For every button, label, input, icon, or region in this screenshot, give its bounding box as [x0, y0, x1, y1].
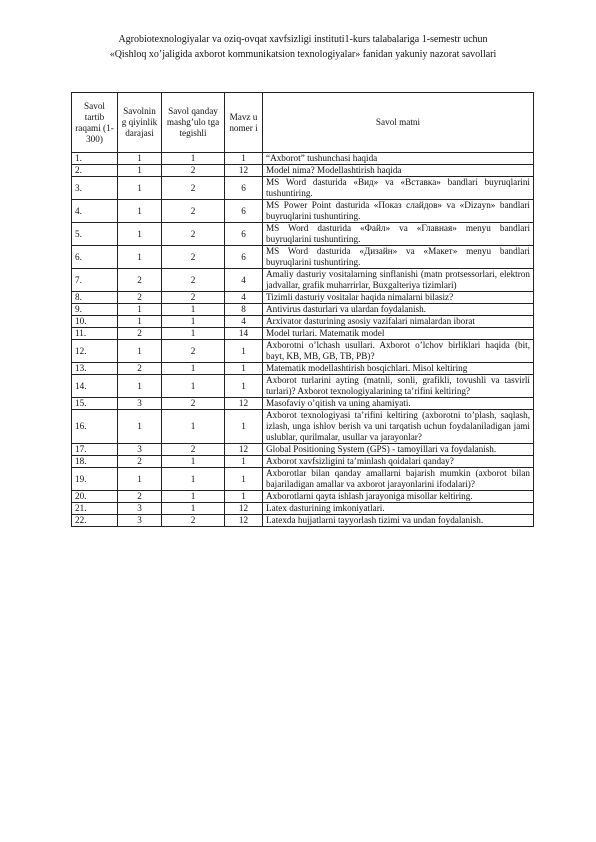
table-row — [72, 316, 534, 328]
question-text-cell: MS Power Point dasturida «Показ слайдов» va «Dizayn» bandlari buyruqlarini tushuntiring. — [263, 200, 534, 223]
topic-number-cell: 12 — [225, 444, 263, 456]
lesson-type-cell: 1 — [162, 456, 225, 468]
table-row — [72, 177, 534, 200]
question-number-cell: 5. — [72, 223, 118, 246]
topic-number-cell: 1 — [225, 468, 263, 491]
topic-number-cell: 1 — [225, 340, 263, 363]
header-question-number: Savol tartib raqami (1-300) — [72, 93, 118, 153]
lesson-type-cell: 2 — [162, 246, 225, 269]
table-row — [72, 491, 534, 503]
lesson-type-cell: 1 — [162, 375, 225, 398]
header-lesson-type: Savol qanday mashg’ulo tga tegishli — [162, 93, 225, 153]
topic-number-cell: 1 — [225, 153, 263, 165]
table-row — [72, 304, 534, 316]
topic-number-cell: 4 — [225, 292, 263, 304]
difficulty-level-cell: 1 — [118, 165, 162, 177]
topic-number-cell: 6 — [225, 200, 263, 223]
question-text-cell: Axborotlar bilan qanday amallarni bajarish mumkin (axborot bilan bajariladigan amallar va axborot jarayonlarini ifodalari)? — [263, 468, 534, 491]
question-number-cell: 15. — [72, 398, 118, 410]
topic-number-cell: 8 — [225, 304, 263, 316]
table-row — [72, 398, 534, 410]
question-number-cell: 3. — [72, 177, 118, 200]
difficulty-level-cell: 3 — [118, 444, 162, 456]
question-text-cell: Axborot turlarini ayting (matnli, sonli, grafikli, tovushli va tasvirli turlari)? Axborot texnologiyalarining ta’rifini keltiring? — [263, 375, 534, 398]
topic-number-cell: 1 — [225, 363, 263, 375]
question-text-cell: Model nima? Modellashtirish haqida — [263, 165, 534, 177]
question-number-cell: 2. — [72, 165, 118, 177]
topic-number-cell: 1 — [225, 410, 263, 444]
table-header-row — [72, 93, 534, 153]
question-number-cell: 9. — [72, 304, 118, 316]
question-text-cell: Arxivator dasturining asosiy vazifalari nimalardan iborat — [263, 316, 534, 328]
question-text-cell: Axborotni o’lchash usullari. Axborot o’lchov birliklari haqida (bit, bayt, KB, MB, GB, TB, PB)? — [263, 340, 534, 363]
lesson-type-cell: 2 — [162, 515, 225, 527]
difficulty-level-cell: 1 — [118, 375, 162, 398]
topic-number-cell: 1 — [225, 456, 263, 468]
lesson-type-cell: 1 — [162, 316, 225, 328]
lesson-type-cell: 2 — [162, 444, 225, 456]
topic-number-cell: 6 — [225, 246, 263, 269]
question-text-cell: Axborotlarni qayta ishlash jarayoniga misollar keltiring. — [263, 491, 534, 503]
question-number-cell: 1. — [72, 153, 118, 165]
difficulty-level-cell: 1 — [118, 200, 162, 223]
table-row — [72, 153, 534, 165]
topic-number-cell: 14 — [225, 328, 263, 340]
question-number-cell: 21. — [72, 503, 118, 515]
topic-number-cell: 6 — [225, 223, 263, 246]
topic-number-cell: 4 — [225, 316, 263, 328]
question-number-cell: 12. — [72, 340, 118, 363]
difficulty-level-cell: 1 — [118, 223, 162, 246]
topic-number-cell: 1 — [225, 375, 263, 398]
table-row — [72, 269, 534, 292]
topic-number-cell: 12 — [225, 515, 263, 527]
lesson-type-cell: 1 — [162, 304, 225, 316]
question-number-cell: 19. — [72, 468, 118, 491]
header-difficulty-level: Savolnin g qiyinlik darajasi — [118, 93, 162, 153]
table-row — [72, 292, 534, 304]
topic-number-cell: 12 — [225, 398, 263, 410]
question-number-cell: 18. — [72, 456, 118, 468]
lesson-type-cell: 2 — [162, 340, 225, 363]
question-number-cell: 7. — [72, 269, 118, 292]
difficulty-level-cell: 1 — [118, 177, 162, 200]
table-row — [72, 246, 534, 269]
question-text-cell: Matematik modellashtirish bosqichlari. Misol keltiring — [263, 363, 534, 375]
question-text-cell: MS Word dasturida «Файл» va «Главная» menyu bandlari buyruqlarini tushuntiring. — [263, 223, 534, 246]
question-text-cell: MS Word dasturida «Дизайн» va «Макет» menyu bandlari buyruqlarini tushuntiring. — [263, 246, 534, 269]
question-text-cell: Latexda hujjatlarni tayyorlash tizimi va undan foydalanish. — [263, 515, 534, 527]
topic-number-cell: 12 — [225, 165, 263, 177]
topic-number-cell: 12 — [225, 503, 263, 515]
difficulty-level-cell: 1 — [118, 340, 162, 363]
question-text-cell: Antivirus dasturlari va ulardan foydalanish. — [263, 304, 534, 316]
question-number-cell: 16. — [72, 410, 118, 444]
lesson-type-cell: 2 — [162, 177, 225, 200]
difficulty-level-cell: 2 — [118, 363, 162, 375]
lesson-type-cell: 1 — [162, 328, 225, 340]
table-row — [72, 340, 534, 363]
table-row — [72, 456, 534, 468]
lesson-type-cell: 2 — [162, 165, 225, 177]
lesson-type-cell: 2 — [162, 398, 225, 410]
difficulty-level-cell: 1 — [118, 153, 162, 165]
question-text-cell: Axborot texnologiyasi ta’rifini keltiring (axborotni to’plash, saqlash, izlash, unga ishlov berish va uni tarqatish uchun foydalaniladigan jami uslublar, qurilmalar, usullar va jarayonlar? — [263, 410, 534, 444]
question-number-cell: 13. — [72, 363, 118, 375]
difficulty-level-cell: 3 — [118, 398, 162, 410]
question-rows — [72, 153, 534, 527]
questions-table — [71, 92, 534, 527]
header-topic-number: Mavz u nomer i — [225, 93, 263, 153]
lesson-type-cell: 1 — [162, 410, 225, 444]
lesson-type-cell: 2 — [162, 292, 225, 304]
question-text-cell: “Axborot” tushunchasi haqida — [263, 153, 534, 165]
topic-number-cell: 1 — [225, 491, 263, 503]
difficulty-level-cell: 1 — [118, 316, 162, 328]
difficulty-level-cell: 1 — [118, 304, 162, 316]
topic-number-cell: 4 — [225, 269, 263, 292]
table-row — [72, 410, 534, 444]
lesson-type-cell: 1 — [162, 503, 225, 515]
table-row — [72, 515, 534, 527]
difficulty-level-cell: 1 — [118, 410, 162, 444]
header-question-text: Savol matni — [263, 93, 534, 153]
question-text-cell: Tizimli dasturiy vositalar haqida nimalarni bilasiz? — [263, 292, 534, 304]
question-text-cell: Model turlari. Matematik model — [263, 328, 534, 340]
question-text-cell: Amaliy dasturiy vositalarning sinflanishi (matn protsessorlari, elektron jadvallar, grafik muharrirlar, Buxgalteriya tizimlari) — [263, 269, 534, 292]
page-title-line-1: Agrobiotexnologiyalar va oziq-ovqat xavfsizligi instituti1-kurs talabalariga 1-semestr uchun — [118, 34, 488, 45]
question-number-cell: 8. — [72, 292, 118, 304]
difficulty-level-cell: 1 — [118, 468, 162, 491]
table-row — [72, 468, 534, 491]
table-row — [72, 503, 534, 515]
table-row — [72, 363, 534, 375]
lesson-type-cell: 1 — [162, 153, 225, 165]
lesson-type-cell: 1 — [162, 363, 225, 375]
question-number-cell: 4. — [72, 200, 118, 223]
difficulty-level-cell: 2 — [118, 456, 162, 468]
question-number-cell: 20. — [72, 491, 118, 503]
lesson-type-cell: 2 — [162, 200, 225, 223]
difficulty-level-cell: 3 — [118, 503, 162, 515]
question-number-cell: 17. — [72, 444, 118, 456]
page-title-line-2: «Qishloq xo’jaligida axborot kommunikatsion texnologiyalar» fanidan yakuniy nazorat savollari — [109, 49, 497, 60]
difficulty-level-cell: 2 — [118, 328, 162, 340]
table-row — [72, 200, 534, 223]
question-number-cell: 10. — [72, 316, 118, 328]
difficulty-level-cell: 2 — [118, 292, 162, 304]
difficulty-level-cell: 2 — [118, 491, 162, 503]
lesson-type-cell: 2 — [162, 269, 225, 292]
page-title — [60, 32, 546, 62]
table-row — [72, 375, 534, 398]
table-row — [72, 444, 534, 456]
table-row — [72, 165, 534, 177]
question-text-cell: Latex dasturining imkoniyatlari. — [263, 503, 534, 515]
lesson-type-cell: 1 — [162, 468, 225, 491]
question-text-cell: Masofaviy o’qitish va uning ahamiyati. — [263, 398, 534, 410]
difficulty-level-cell: 1 — [118, 246, 162, 269]
question-number-cell: 14. — [72, 375, 118, 398]
topic-number-cell: 6 — [225, 177, 263, 200]
lesson-type-cell: 2 — [162, 223, 225, 246]
question-text-cell: MS Word dasturida «Вид» va «Вставка» bandlari buyruqlarini tushuntiring. — [263, 177, 534, 200]
table-row — [72, 328, 534, 340]
question-text-cell: Global Positioning System (GPS) - tamoyillari va foydalanish. — [263, 444, 534, 456]
question-number-cell: 11. — [72, 328, 118, 340]
difficulty-level-cell: 3 — [118, 515, 162, 527]
difficulty-level-cell: 2 — [118, 269, 162, 292]
question-number-cell: 22. — [72, 515, 118, 527]
question-text-cell: Axborot xavfsizligini ta’minlash qoidalari qanday? — [263, 456, 534, 468]
lesson-type-cell: 1 — [162, 491, 225, 503]
table-row — [72, 223, 534, 246]
question-number-cell: 6. — [72, 246, 118, 269]
